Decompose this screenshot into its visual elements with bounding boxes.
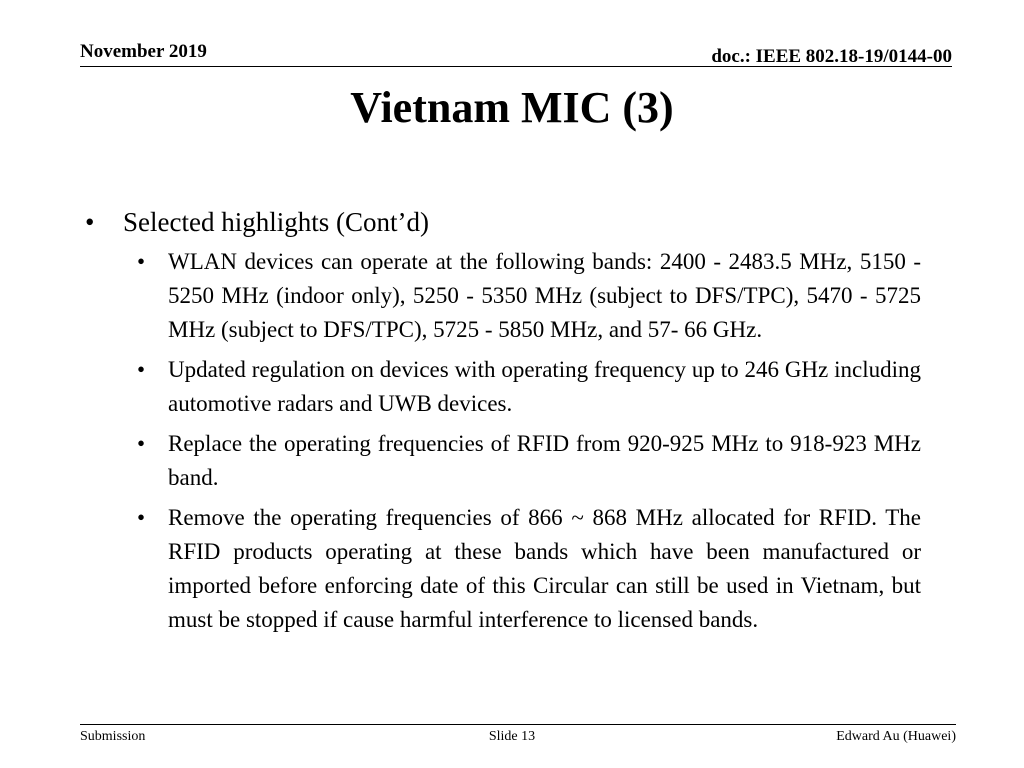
sub-bullet (130, 245, 921, 347)
header-doc-id: doc.: IEEE 802.18-19/0144-00 (711, 46, 952, 67)
bullet-main (85, 205, 921, 239)
bullet-dot-icon: • (137, 505, 146, 530)
sub-bullet-text: WLAN devices can operate at the following bands: 2400 - 2483.5 MHz, 5150 - 5250 MHz (indoor only), 5250 - 5350 MHz (subject to DFS/TPC), 5470 - 5725 MHz (subject to DFS/TPC), 5725 - 5850 MHz, and 57- 66 GHz. (168, 249, 921, 342)
footer-divider (80, 724, 956, 725)
sub-bullet (130, 501, 921, 637)
slide-title: Vietnam MIC (3) (350, 83, 674, 132)
slide-body (85, 205, 921, 637)
footer-slide-number: Slide 13 (488, 729, 536, 744)
bullet-main-text: Selected highlights (Cont’d) (123, 207, 429, 237)
bullet-dot-icon: • (85, 207, 95, 237)
sub-bullet (130, 353, 921, 421)
sub-bullet-text: Remove the operating frequencies of 866 ~ 868 MHz allocated for RFID. The RFID products operating at these bands which have been manufactured or imported before enforcing date of this Circular can still be used in Vietnam, but must be stopped if cause harmful interference to licensed bands. (168, 505, 921, 632)
sub-bullet-text: Updated regulation on devices with operating frequency up to 246 GHz including automotive radars and UWB devices. (168, 357, 921, 416)
bullet-dot-icon: • (137, 431, 146, 456)
footer-author: Edward Au (Huawei) (836, 729, 956, 744)
header-divider (80, 66, 952, 67)
header-date: November 2019 (80, 41, 207, 62)
footer-submission: Submission (80, 729, 146, 744)
bullet-dot-icon: • (137, 249, 146, 274)
bullet-dot-icon: • (137, 357, 146, 382)
sub-bullet (130, 427, 921, 495)
sub-bullet-text: Replace the operating frequencies of RFID from 920-925 MHz to 918-923 MHz band. (168, 431, 921, 490)
